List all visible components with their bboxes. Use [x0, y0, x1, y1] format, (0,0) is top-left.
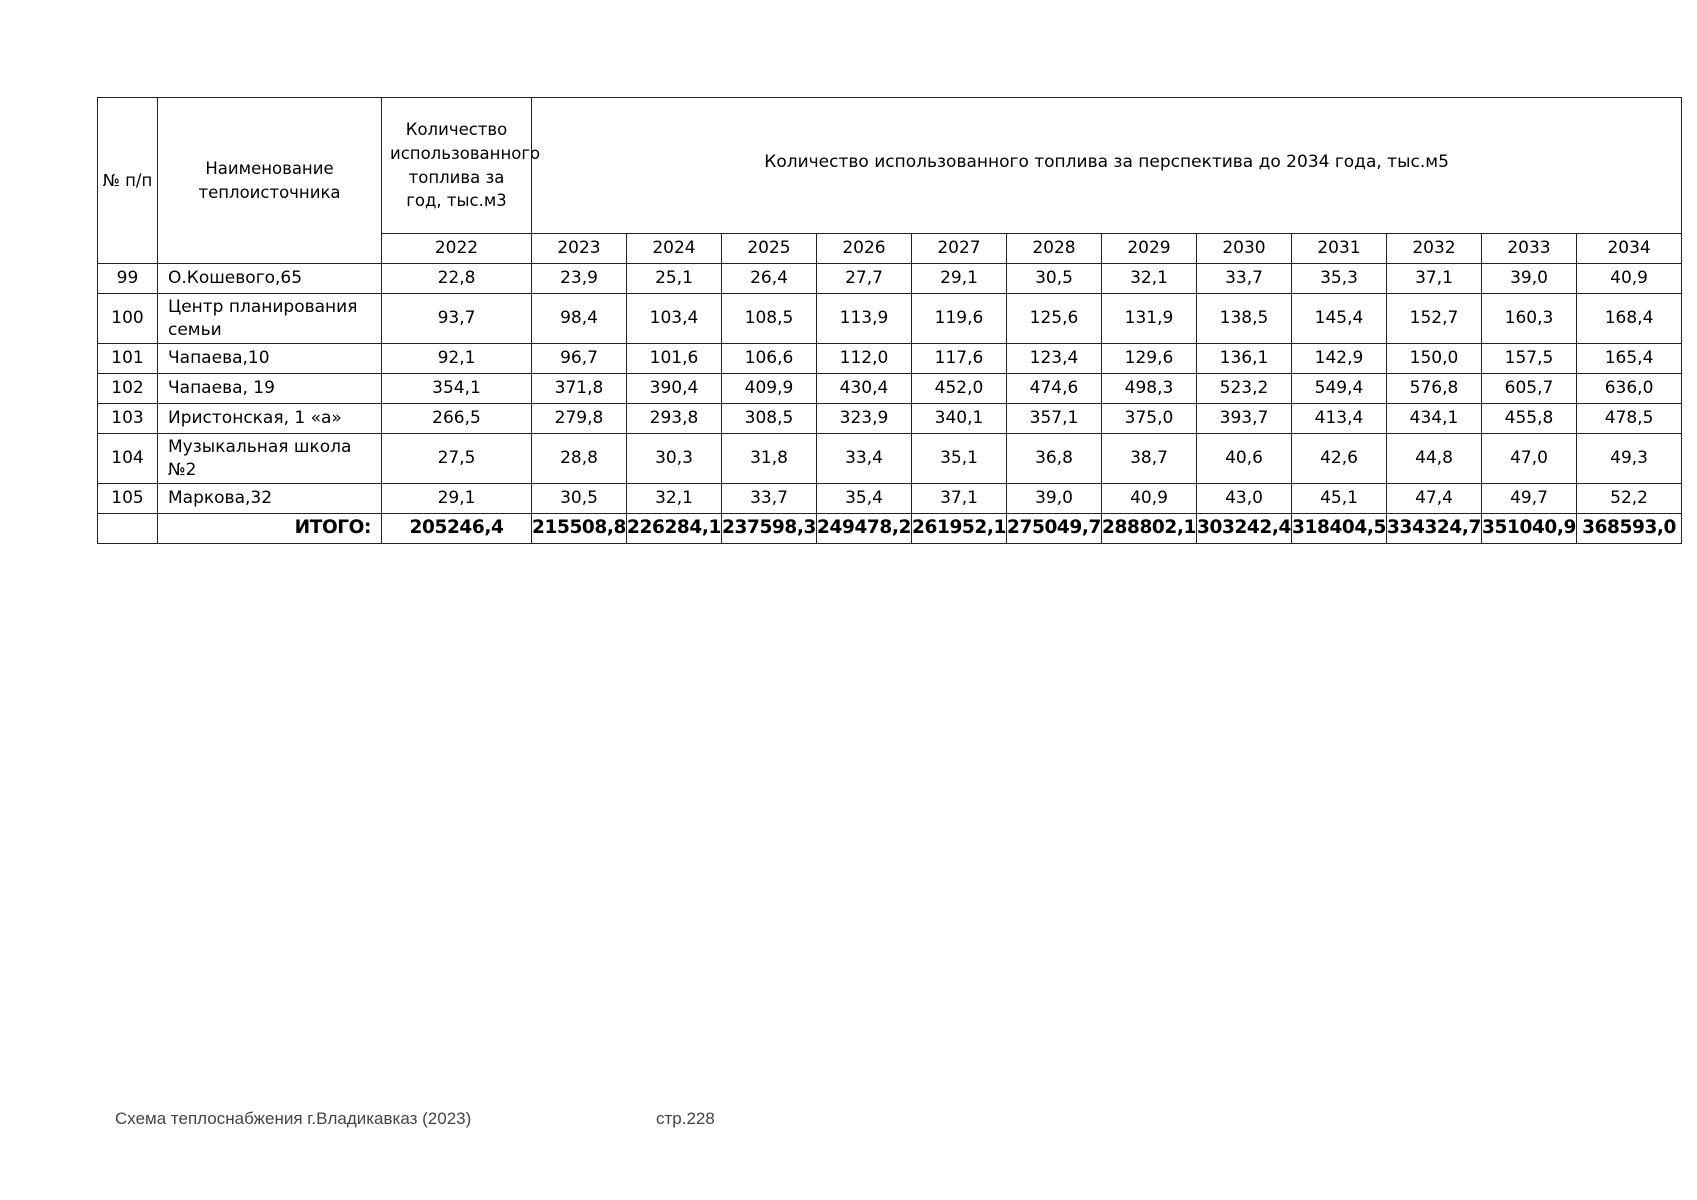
header-year: 2031 — [1292, 234, 1387, 264]
cell-value: 106,6 — [722, 344, 817, 374]
cell-value: 266,5 — [382, 404, 532, 434]
cell-value: 125,6 — [1007, 294, 1102, 344]
header-row-main — [98, 98, 1682, 234]
cell-value: 30,3 — [627, 434, 722, 484]
cell-source-name: Музыкальная школа №2 — [158, 434, 382, 484]
cell-value: 27,5 — [382, 434, 532, 484]
fuel-consumption-table — [97, 97, 1682, 544]
cell-value: 279,8 — [532, 404, 627, 434]
header-year: 2026 — [817, 234, 912, 264]
total-value: 351040,9 — [1482, 514, 1577, 544]
cell-value: 340,1 — [912, 404, 1007, 434]
cell-value: 390,4 — [627, 374, 722, 404]
cell-value: 354,1 — [382, 374, 532, 404]
cell-value: 29,1 — [382, 484, 532, 514]
total-value: 288802,1 — [1102, 514, 1197, 544]
cell-value: 549,4 — [1292, 374, 1387, 404]
cell-value: 22,8 — [382, 264, 532, 294]
cell-value: 40,9 — [1102, 484, 1197, 514]
total-value: 261952,1 — [912, 514, 1007, 544]
total-value: 303242,4 — [1197, 514, 1292, 544]
cell-value: 42,6 — [1292, 434, 1387, 484]
total-value: 205246,4 — [382, 514, 532, 544]
cell-value: 38,7 — [1102, 434, 1197, 484]
cell-value: 49,3 — [1577, 434, 1682, 484]
table-body — [98, 264, 1682, 544]
cell-value: 413,4 — [1292, 404, 1387, 434]
cell-value: 93,7 — [382, 294, 532, 344]
cell-value: 92,1 — [382, 344, 532, 374]
cell-value: 43,0 — [1197, 484, 1292, 514]
header-year: 2033 — [1482, 234, 1577, 264]
header-year: 2027 — [912, 234, 1007, 264]
cell-value: 152,7 — [1387, 294, 1482, 344]
cell-value: 49,7 — [1482, 484, 1577, 514]
cell-value: 108,5 — [722, 294, 817, 344]
header-year: 2032 — [1387, 234, 1482, 264]
header-year: 2029 — [1102, 234, 1197, 264]
cell-value: 35,4 — [817, 484, 912, 514]
cell-value: 498,3 — [1102, 374, 1197, 404]
cell-value: 393,7 — [1197, 404, 1292, 434]
cell-value: 478,5 — [1577, 404, 1682, 434]
cell-value: 32,1 — [1102, 264, 1197, 294]
header-year: 2023 — [532, 234, 627, 264]
cell-number: 100 — [98, 294, 158, 344]
header-year: 2030 — [1197, 234, 1292, 264]
header-year-base: 2022 — [382, 234, 532, 264]
cell-value: 157,5 — [1482, 344, 1577, 374]
table-row — [98, 484, 1682, 514]
cell-value: 323,9 — [817, 404, 912, 434]
cell-value: 45,1 — [1292, 484, 1387, 514]
cell-value: 31,8 — [722, 434, 817, 484]
total-value: 249478,2 — [817, 514, 912, 544]
cell-source-name: Чапаева, 19 — [158, 374, 382, 404]
cell-value: 33,7 — [1197, 264, 1292, 294]
cell-value: 39,0 — [1482, 264, 1577, 294]
cell-value: 33,4 — [817, 434, 912, 484]
cell-value: 434,1 — [1387, 404, 1482, 434]
cell-value: 98,4 — [532, 294, 627, 344]
cell-value: 474,6 — [1007, 374, 1102, 404]
cell-source-name: Центр планирования семьи — [158, 294, 382, 344]
cell-number: 104 — [98, 434, 158, 484]
cell-value: 308,5 — [722, 404, 817, 434]
total-row — [98, 514, 1682, 544]
total-value: 334324,7 — [1387, 514, 1482, 544]
total-value: 237598,3 — [722, 514, 817, 544]
cell-value: 452,0 — [912, 374, 1007, 404]
header-perspective: Количество использованного топлива за перспектива до 2034 года, тыс.м5 — [532, 98, 1682, 234]
header-year: 2024 — [627, 234, 722, 264]
total-number-empty — [98, 514, 158, 544]
cell-value: 136,1 — [1197, 344, 1292, 374]
cell-value: 27,7 — [817, 264, 912, 294]
header-year: 2028 — [1007, 234, 1102, 264]
table-row — [98, 404, 1682, 434]
cell-value: 35,1 — [912, 434, 1007, 484]
cell-value: 44,8 — [1387, 434, 1482, 484]
cell-value: 30,5 — [1007, 264, 1102, 294]
footer-page-number: стр.228 — [656, 1109, 715, 1128]
cell-value: 117,6 — [912, 344, 1007, 374]
cell-value: 47,4 — [1387, 484, 1482, 514]
cell-value: 605,7 — [1482, 374, 1577, 404]
cell-value: 32,1 — [627, 484, 722, 514]
table-row — [98, 434, 1682, 484]
cell-value: 37,1 — [1387, 264, 1482, 294]
total-value: 275049,7 — [1007, 514, 1102, 544]
cell-value: 409,9 — [722, 374, 817, 404]
header-base-quantity: Количество использованного топлива за год, тыс.м3 — [382, 98, 532, 234]
total-label: ИТОГО: — [158, 514, 382, 544]
cell-value: 36,8 — [1007, 434, 1102, 484]
cell-value: 168,4 — [1577, 294, 1682, 344]
header-source-name: Наименование теплоисточника — [158, 98, 382, 264]
cell-number: 105 — [98, 484, 158, 514]
cell-source-name: О.Кошевого,65 — [158, 264, 382, 294]
cell-value: 96,7 — [532, 344, 627, 374]
cell-number: 103 — [98, 404, 158, 434]
cell-number: 101 — [98, 344, 158, 374]
cell-value: 26,4 — [722, 264, 817, 294]
cell-value: 29,1 — [912, 264, 1007, 294]
table-header — [98, 98, 1682, 264]
total-value: 368593,0 — [1577, 514, 1682, 544]
cell-source-name: Иристонская, 1 «а» — [158, 404, 382, 434]
cell-value: 636,0 — [1577, 374, 1682, 404]
cell-value: 123,4 — [1007, 344, 1102, 374]
cell-source-name: Чапаева,10 — [158, 344, 382, 374]
table-row — [98, 264, 1682, 294]
cell-value: 576,8 — [1387, 374, 1482, 404]
cell-value: 30,5 — [532, 484, 627, 514]
cell-value: 28,8 — [532, 434, 627, 484]
cell-number: 102 — [98, 374, 158, 404]
cell-number: 99 — [98, 264, 158, 294]
cell-value: 145,4 — [1292, 294, 1387, 344]
cell-value: 25,1 — [627, 264, 722, 294]
cell-value: 33,7 — [722, 484, 817, 514]
cell-value: 455,8 — [1482, 404, 1577, 434]
cell-value: 129,6 — [1102, 344, 1197, 374]
cell-value: 40,9 — [1577, 264, 1682, 294]
cell-value: 523,2 — [1197, 374, 1292, 404]
cell-value: 293,8 — [627, 404, 722, 434]
total-value: 318404,5 — [1292, 514, 1387, 544]
cell-value: 131,9 — [1102, 294, 1197, 344]
table-row — [98, 294, 1682, 344]
cell-value: 142,9 — [1292, 344, 1387, 374]
cell-value: 35,3 — [1292, 264, 1387, 294]
cell-value: 112,0 — [817, 344, 912, 374]
cell-value: 113,9 — [817, 294, 912, 344]
footer-document-title: Схема теплоснабжения г.Владикавказ (2023) — [115, 1109, 472, 1128]
cell-value: 40,6 — [1197, 434, 1292, 484]
cell-value: 39,0 — [1007, 484, 1102, 514]
cell-value: 52,2 — [1577, 484, 1682, 514]
table-row — [98, 374, 1682, 404]
cell-value: 375,0 — [1102, 404, 1197, 434]
cell-value: 430,4 — [817, 374, 912, 404]
cell-value: 371,8 — [532, 374, 627, 404]
cell-value: 37,1 — [912, 484, 1007, 514]
cell-value: 160,3 — [1482, 294, 1577, 344]
cell-value: 101,6 — [627, 344, 722, 374]
cell-value: 103,4 — [627, 294, 722, 344]
header-year: 2025 — [722, 234, 817, 264]
header-year: 2034 — [1577, 234, 1682, 264]
total-value: 226284,1 — [627, 514, 722, 544]
cell-value: 150,0 — [1387, 344, 1482, 374]
cell-value: 138,5 — [1197, 294, 1292, 344]
cell-value: 119,6 — [912, 294, 1007, 344]
cell-source-name: Маркова,32 — [158, 484, 382, 514]
table-row — [98, 344, 1682, 374]
cell-value: 165,4 — [1577, 344, 1682, 374]
cell-value: 23,9 — [532, 264, 627, 294]
header-number: № п/п — [98, 98, 158, 264]
cell-value: 357,1 — [1007, 404, 1102, 434]
total-value: 215508,8 — [532, 514, 627, 544]
cell-value: 47,0 — [1482, 434, 1577, 484]
